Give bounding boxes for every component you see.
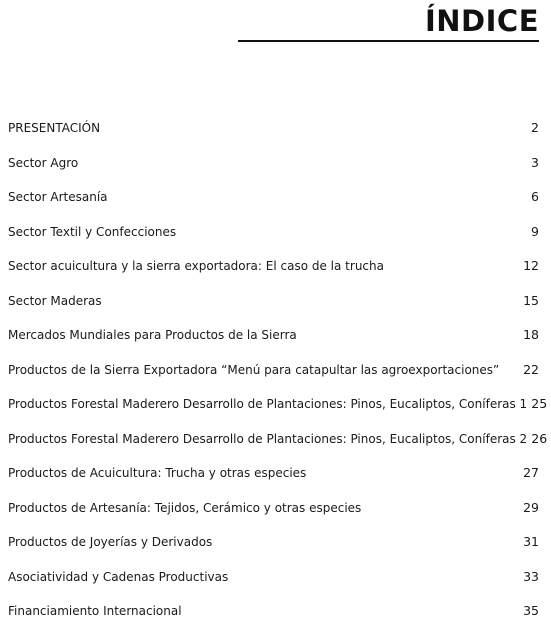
toc-entry-page: 6 bbox=[531, 189, 539, 204]
toc-entry-label: Productos de Acuicultura: Trucha y otras especies bbox=[8, 466, 307, 480]
toc-entry-page: 31 bbox=[523, 534, 539, 549]
toc-entry-page: 15 bbox=[523, 292, 539, 308]
toc-entry-label: Sector acuicultura y la sierra exportadora: El caso de la trucha bbox=[8, 259, 384, 273]
toc-entry-label: Asociatividad y Cadenas Productivas bbox=[8, 569, 229, 584]
toc-entry-page: 29 bbox=[523, 499, 539, 515]
toc-entry-label: Productos Forestal Maderero Desarrollo de Plantaciones: Pinos, Eucaliptos, Coníferas 2 bbox=[8, 431, 528, 446]
toc-entry[interactable] bbox=[8, 187, 539, 207]
toc-entry-label: Sector Textil y Confecciones bbox=[8, 224, 177, 239]
toc-entry-label: Sector Maderas bbox=[8, 293, 102, 308]
toc-entry-label: Sector Agro bbox=[8, 155, 79, 170]
toc-entry-page: 12 bbox=[523, 258, 539, 273]
toc-entry[interactable] bbox=[8, 601, 539, 621]
toc-entry[interactable] bbox=[8, 325, 539, 345]
toc-entry-label: Sector Artesanía bbox=[8, 190, 108, 204]
toc-entry[interactable] bbox=[8, 394, 548, 414]
toc-entry[interactable] bbox=[8, 532, 539, 552]
toc-entry[interactable] bbox=[8, 360, 539, 380]
toc-entry[interactable] bbox=[8, 429, 548, 449]
toc-entry-page: 35 bbox=[523, 603, 539, 618]
toc-entry-label: Mercados Mundiales para Productos de la Sierra bbox=[8, 328, 297, 342]
toc-entry[interactable] bbox=[8, 256, 539, 276]
toc-entry-page: 3 bbox=[531, 154, 539, 170]
toc-entry-page: 22 bbox=[523, 361, 539, 377]
title-underline bbox=[238, 40, 539, 42]
toc-entry-page: 25 bbox=[531, 396, 548, 411]
toc-entry[interactable] bbox=[8, 498, 539, 518]
toc-entry[interactable] bbox=[8, 567, 539, 587]
toc-entry-label: PRESENTACIÓN bbox=[8, 121, 101, 135]
toc-entry[interactable] bbox=[8, 291, 539, 311]
toc-entry-label: Productos Forestal Maderero Desarrollo de Plantaciones: Pinos, Eucaliptos, Coníferas 1 bbox=[8, 397, 528, 411]
toc-entry-label: Productos de Artesanía: Tejidos, Cerámico y otras especies bbox=[8, 500, 362, 515]
toc-entry-page: 2 bbox=[531, 120, 539, 135]
toc-entry[interactable] bbox=[8, 222, 539, 242]
toc-entry[interactable] bbox=[8, 118, 539, 138]
toc-entry-label: Financiamiento Internacional bbox=[8, 604, 182, 618]
toc-entry-page: 27 bbox=[523, 465, 539, 480]
toc-entry-label: Productos de la Sierra Exportadora “Menú para catapultar las agroexportaciones” bbox=[8, 362, 500, 377]
toc-entry-page: 33 bbox=[523, 568, 539, 584]
toc-entry[interactable] bbox=[8, 153, 539, 173]
toc-entry[interactable] bbox=[8, 463, 539, 483]
toc-entry-page: 9 bbox=[531, 223, 539, 239]
toc-entry-page: 18 bbox=[523, 327, 539, 342]
toc-entry-label: Productos de Joyerías y Derivados bbox=[8, 535, 213, 549]
page-title: ÍNDICE bbox=[424, 4, 539, 38]
toc-entry-page: 26 bbox=[531, 430, 548, 446]
